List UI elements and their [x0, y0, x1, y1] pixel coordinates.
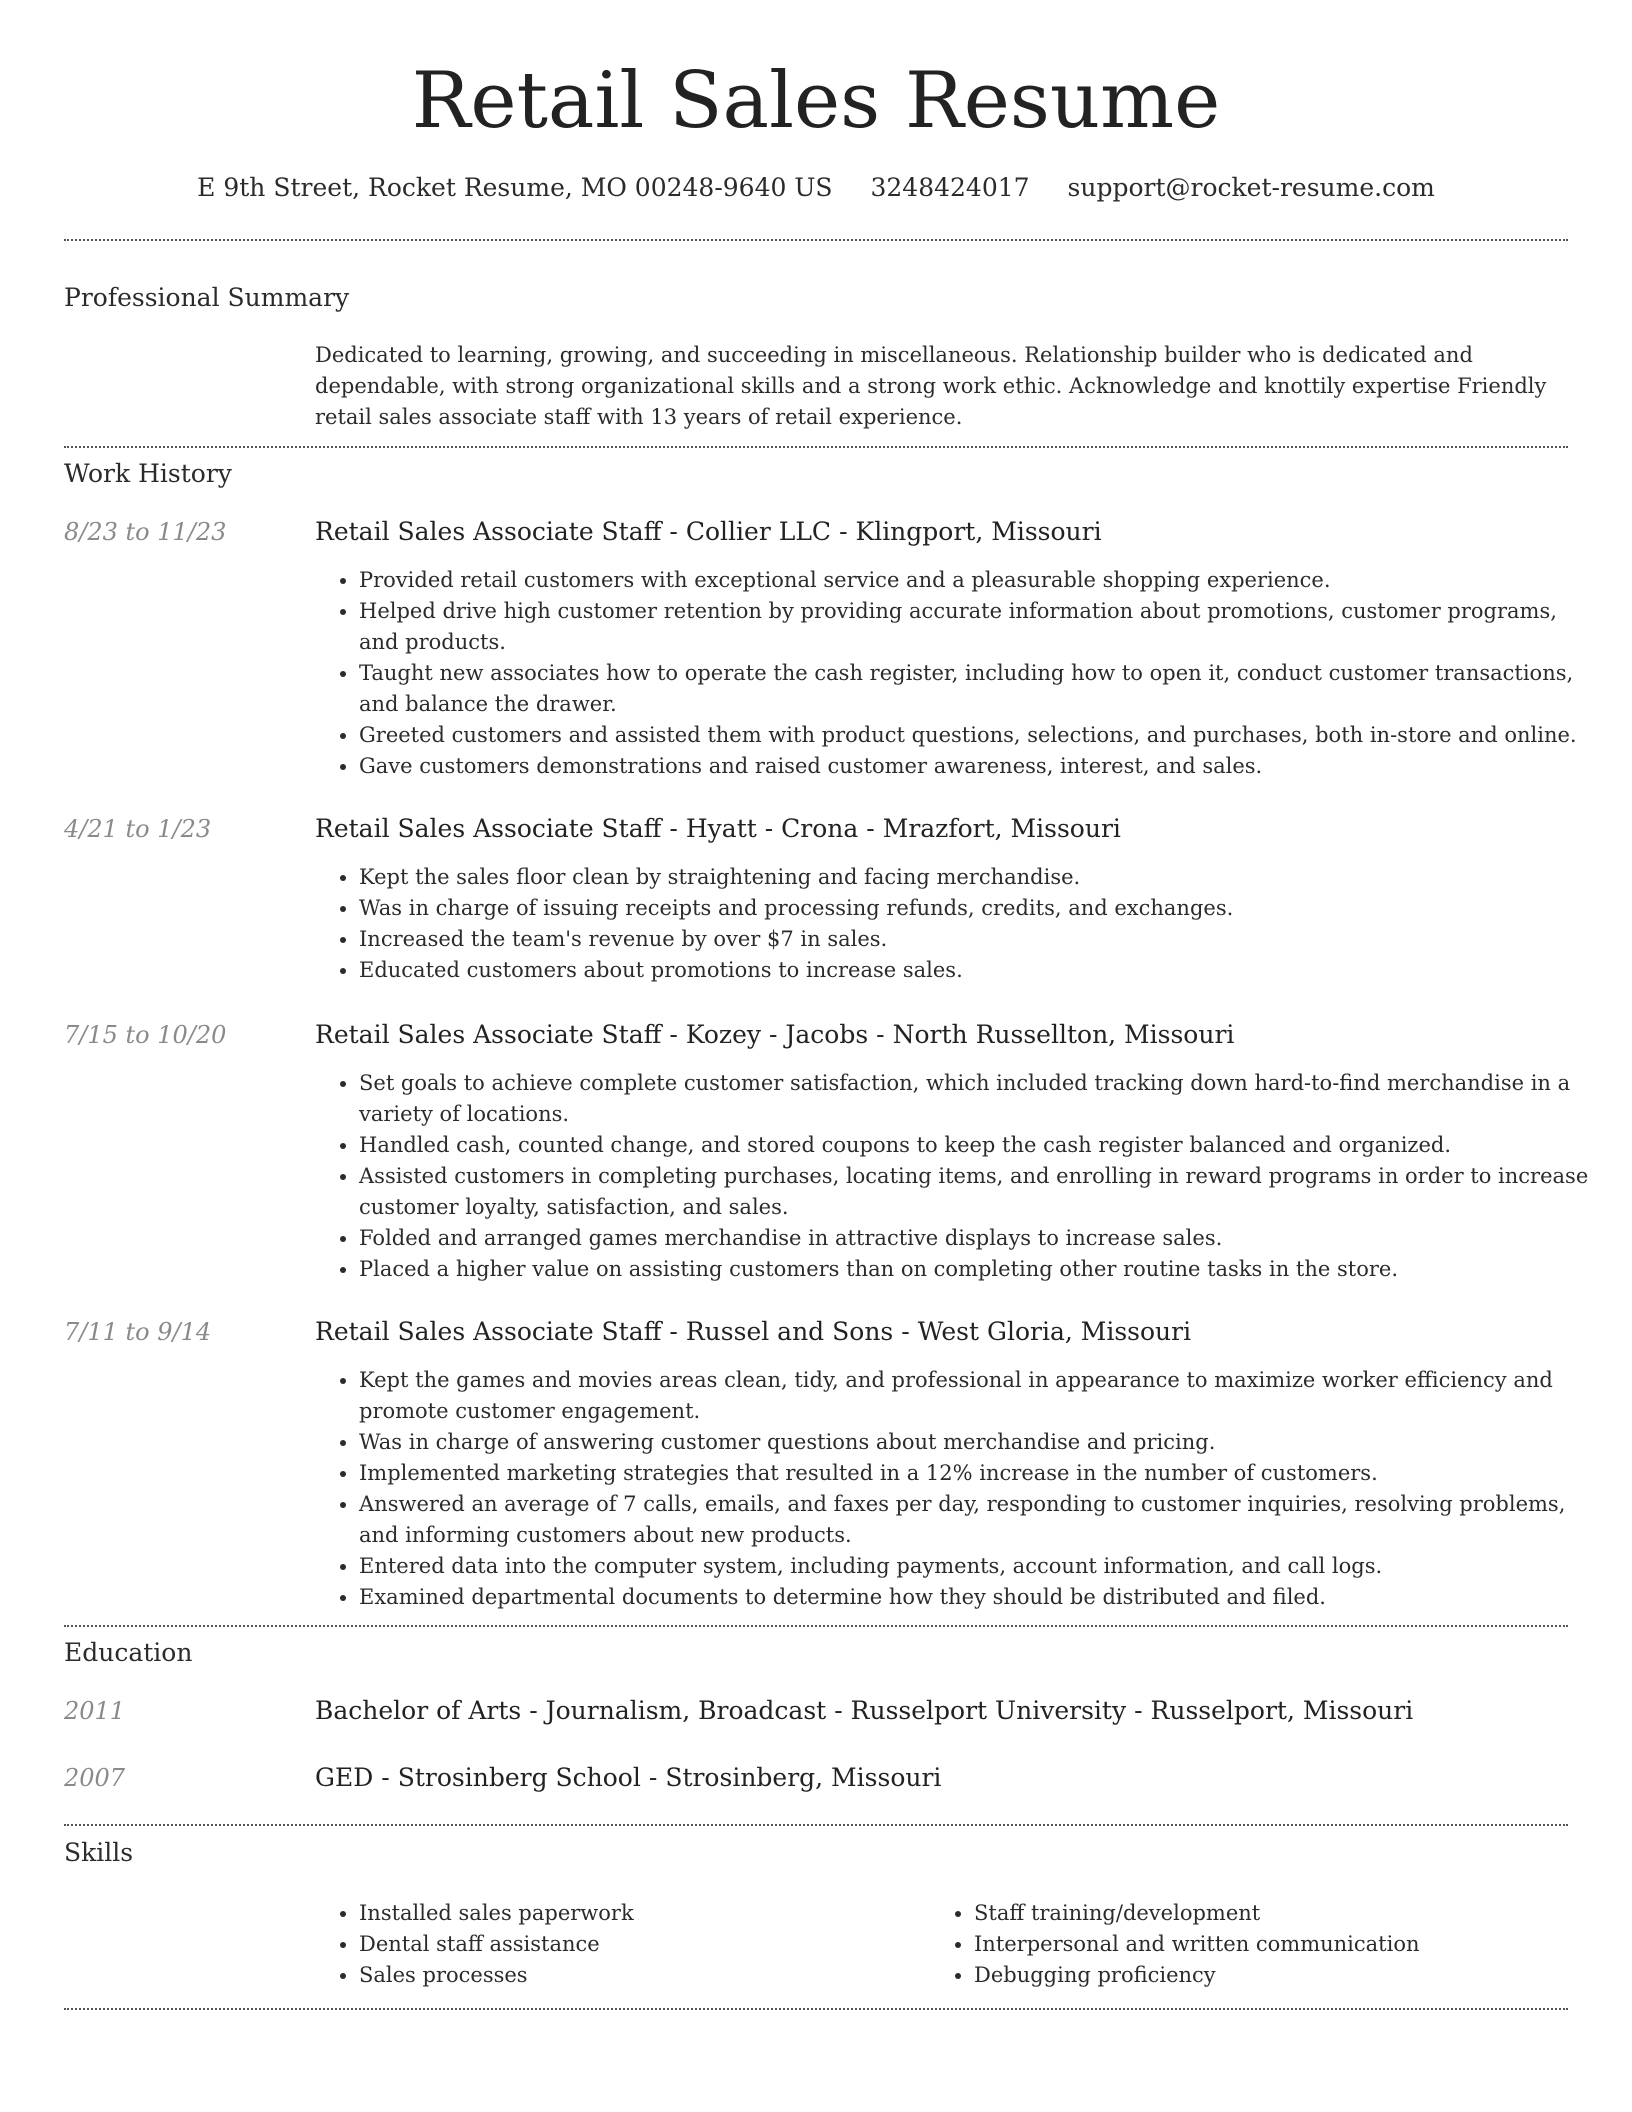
section-divider — [64, 239, 1568, 241]
job-dates: 8/23 to 11/23 — [64, 518, 227, 546]
education-degree: Bachelor of Arts - Journalism, Broadcast — [315, 1696, 827, 1725]
job-bullets — [315, 565, 1599, 782]
job-company: Collier LLC — [685, 517, 832, 546]
job-heading: Retail Sales Associate Staff - Hyatt - Crona - Mrazfort, Missouri — [315, 814, 1121, 843]
education-year: 2007 — [64, 1764, 126, 1792]
education-location: Russelport, Missouri — [1150, 1696, 1414, 1725]
contact-address: E 9th Street, Rocket Resume, MO 00248-9640 US — [197, 173, 833, 202]
list-item: • Answered an average of 7 calls, emails, and faxes per day, responding to customer inquiries, resolving problems, and informing customers about new products. — [359, 1489, 1599, 1551]
list-item: • Gave customers demonstrations and raised customer awareness, interest, and sales. — [359, 751, 1599, 782]
education-heading: Education — [64, 1638, 193, 1667]
list-item: • Entered data into the computer system, including payments, account information, and call logs. — [359, 1551, 1599, 1582]
skill-item: • Staff training/development — [974, 1898, 1534, 1929]
education-year: 2011 — [64, 1697, 126, 1725]
list-item: • Kept the sales floor clean by straightening and facing merchandise. — [359, 862, 1599, 893]
education-heading-line: Bachelor of Arts - Journalism, Broadcast - Russelport University - Russelport, Missouri — [315, 1696, 1414, 1725]
skill-item: • Installed sales paperwork — [359, 1898, 919, 1929]
job-location: West Gloria, Missouri — [917, 1317, 1192, 1346]
job-title: Retail Sales Associate Staff — [315, 814, 662, 843]
job-dates: 7/11 to 9/14 — [64, 1318, 212, 1346]
job-company: Hyatt - Crona — [685, 814, 859, 843]
job-location: Klingport, Missouri — [855, 517, 1102, 546]
job-location: Mrazfort, Missouri — [882, 814, 1121, 843]
list-item: • Greeted customers and assisted them with product questions, selections, and purchases, both in-store and online. — [359, 720, 1599, 751]
list-item: • Assisted customers in completing purchases, locating items, and enrolling in reward programs in order to increase customer loyalty, satisfaction, and sales. — [359, 1161, 1599, 1223]
list-item: • Was in charge of answering customer questions about merchandise and pricing. — [359, 1427, 1599, 1458]
summary-text: Dedicated to learning, growing, and succeeding in miscellaneous. Relationship builder who is dedicated and dependable, with strong organizational skills and a strong work ethic. Acknowledge and knottily expertise Friendly retail sales associate staff with 13 years of retail experience. — [315, 343, 1547, 429]
contact-phone: 3248424017 — [870, 173, 1030, 202]
skills-list-right — [930, 1898, 1534, 1991]
list-item: • Examined departmental documents to determine how they should be distributed and filed. — [359, 1582, 1599, 1613]
skill-item: • Dental staff assistance — [359, 1929, 919, 1960]
section-divider — [64, 1824, 1568, 1826]
list-item: • Taught new associates how to operate the cash register, including how to open it, conduct customer transactions, and balance the drawer. — [359, 658, 1599, 720]
list-item: • Provided retail customers with exceptional service and a pleasurable shopping experience. — [359, 565, 1599, 596]
list-item: • Helped drive high customer retention by providing accurate information about promotions, customer programs, and products. — [359, 596, 1599, 658]
contact-line — [0, 170, 1632, 206]
list-item: • Placed a higher value on assisting customers than on completing other routine tasks in the store. — [359, 1254, 1599, 1285]
education-school: Strosinberg School — [397, 1763, 641, 1792]
job-heading: Retail Sales Associate Staff - Collier LLC - Klingport, Missouri — [315, 517, 1102, 546]
job-title: Retail Sales Associate Staff — [315, 1317, 662, 1346]
section-divider — [64, 446, 1568, 448]
skills-heading: Skills — [64, 1838, 134, 1867]
education-school: Russelport University — [850, 1696, 1127, 1725]
section-divider — [64, 1625, 1568, 1627]
section-divider — [64, 2008, 1568, 2010]
job-company: Kozey - Jacobs — [685, 1020, 869, 1049]
job-bullets — [315, 1365, 1599, 1613]
summary-heading: Professional Summary — [64, 283, 350, 312]
list-item: • Was in charge of issuing receipts and processing refunds, credits, and exchanges. — [359, 893, 1599, 924]
job-heading: Retail Sales Associate Staff - Russel and Sons - West Gloria, Missouri — [315, 1317, 1192, 1346]
skill-item: • Sales processes — [359, 1960, 919, 1991]
job-bullets — [315, 862, 1599, 986]
list-item: • Educated customers about promotions to increase sales. — [359, 955, 1599, 986]
list-item: • Implemented marketing strategies that resulted in a 12% increase in the number of customers. — [359, 1458, 1599, 1489]
job-heading: Retail Sales Associate Staff - Kozey - Jacobs - North Russellton, Missouri — [315, 1020, 1235, 1049]
job-title: Retail Sales Associate Staff — [315, 517, 662, 546]
contact-email: support@rocket-resume.com — [1067, 173, 1435, 202]
list-item: • Kept the games and movies areas clean, tidy, and professional in appearance to maximize worker efficiency and promote customer engagement. — [359, 1365, 1599, 1427]
job-title: Retail Sales Associate Staff — [315, 1020, 662, 1049]
skill-item: • Debugging proficiency — [974, 1960, 1534, 1991]
list-item: • Folded and arranged games merchandise in attractive displays to increase sales. — [359, 1223, 1599, 1254]
job-bullets — [315, 1068, 1599, 1285]
education-degree: GED — [315, 1763, 374, 1792]
resume-name: Retail Sales Resume — [411, 56, 1221, 146]
education-location: Strosinberg, Missouri — [665, 1763, 942, 1792]
list-item: • Increased the team's revenue by over $7 in sales. — [359, 924, 1599, 955]
skill-item: • Interpersonal and written communication — [974, 1929, 1534, 1960]
job-dates: 7/15 to 10/20 — [64, 1021, 227, 1049]
list-item: • Set goals to achieve complete customer satisfaction, which included tracking down hard-to-find merchandise in a variety of locations. — [359, 1068, 1599, 1130]
skills-list-left — [315, 1898, 919, 1991]
job-location: North Russellton, Missouri — [892, 1020, 1235, 1049]
work-history-heading: Work History — [64, 459, 232, 488]
list-item: • Handled cash, counted change, and stored coupons to keep the cash register balanced and organized. — [359, 1130, 1599, 1161]
education-heading-line: GED - Strosinberg School - Strosinberg, Missouri — [315, 1763, 942, 1792]
job-dates: 4/21 to 1/23 — [64, 815, 212, 843]
job-company: Russel and Sons — [685, 1317, 894, 1346]
